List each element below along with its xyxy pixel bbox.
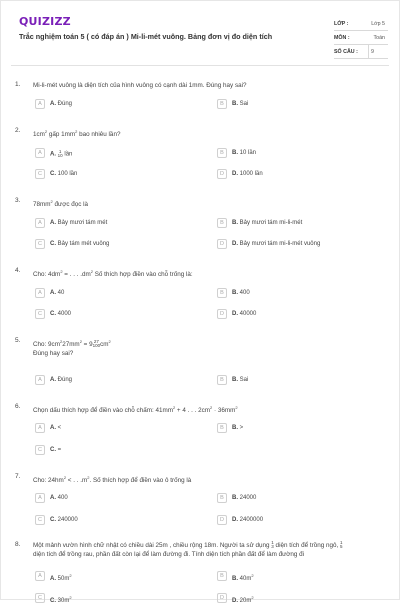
- q-text-part: 27mm: [62, 341, 80, 349]
- option-text: Bảy mươi tám mét: [57, 220, 108, 226]
- quizizz-logo: QUIZIZZ: [19, 15, 71, 28]
- option-letter: C: [35, 239, 45, 249]
- option-label: A.: [50, 220, 56, 226]
- q-text-part: bao nhiêu lần?: [77, 131, 121, 139]
- option-text: 50m: [57, 576, 70, 582]
- q-text-part: Cho: 24hm: [33, 477, 64, 485]
- question-number: 4.: [15, 267, 21, 274]
- frac-num: 1: [339, 540, 343, 546]
- question-number: 7.: [15, 473, 21, 480]
- option-text: Đúng: [57, 101, 73, 107]
- option-text: Sai: [239, 377, 249, 383]
- frac-den: 10: [57, 153, 63, 158]
- frac-den: 5: [339, 544, 343, 550]
- q-text-line2: diện tích để trồng rau, phần đất còn lại để làm đường đi. Tính diện tích phần đất để làm đường đi: [33, 551, 305, 558]
- option-text: 40: [57, 290, 65, 296]
- q-text-part: Cho: 9cm: [33, 341, 60, 349]
- option-letter: A: [35, 375, 45, 385]
- option-letter: C: [35, 515, 45, 525]
- frac-den: 3: [271, 544, 274, 550]
- question-text: [33, 473, 383, 485]
- header-divider: [11, 65, 389, 66]
- option-text: Bảy mươi tám mi-li-mét vuông: [239, 241, 321, 247]
- option-label: B.: [232, 220, 238, 226]
- q-sup: 2: [44, 129, 48, 134]
- option-text: Đúng: [57, 377, 73, 383]
- option-text: 40m: [239, 576, 252, 582]
- option-letter: C: [35, 593, 45, 603]
- worksheet-meta: [334, 17, 388, 59]
- question-text: [33, 267, 383, 279]
- option-label: C.: [50, 598, 56, 604]
- question-number: 3.: [15, 197, 21, 204]
- option-text: 24000: [239, 495, 257, 501]
- q-sup: 2: [90, 269, 93, 274]
- option-label: A.: [50, 425, 56, 431]
- option-label: D.: [232, 171, 238, 177]
- option-letter: B: [217, 571, 227, 581]
- q-sup: 2: [63, 475, 67, 480]
- option-label: B.: [232, 576, 238, 582]
- option-letter: B: [217, 493, 227, 503]
- question-number: 1.: [15, 81, 21, 88]
- option-label: A.: [50, 576, 56, 582]
- option-label: B.: [232, 101, 238, 107]
- option-text: 1000 lần: [239, 171, 263, 177]
- q-text-part: . Số thích hợp để điền vào ô trống là: [89, 477, 192, 485]
- option-letter: D: [217, 515, 227, 525]
- option-text: >: [239, 425, 244, 431]
- q-text-part: được đọc là: [52, 201, 89, 209]
- q-sup: 2: [172, 405, 176, 410]
- option-label: C.: [50, 241, 56, 247]
- option-letter: B: [217, 288, 227, 298]
- option-label: C.: [50, 517, 56, 523]
- question-number: 8.: [15, 541, 21, 548]
- option-letter: A: [35, 288, 45, 298]
- q-sup: 2: [79, 339, 82, 344]
- q-text-part: Cho: 4dm: [33, 271, 61, 279]
- option-letter: A: [35, 218, 45, 228]
- option-sup: 2: [69, 573, 72, 578]
- option-label: D.: [232, 517, 238, 523]
- option-letter: B: [217, 148, 227, 158]
- option-text: 2400000: [239, 517, 264, 523]
- q-sup: 2: [50, 199, 53, 204]
- option-text: 240000: [57, 517, 78, 523]
- option-text: 4000: [57, 311, 72, 317]
- q-text-part: · 36mm: [212, 407, 236, 415]
- frac-num: 1: [271, 540, 274, 546]
- option-label: A.: [50, 101, 56, 107]
- option-text: 400: [239, 290, 250, 296]
- q-fraction: [93, 340, 101, 348]
- q-sup: 2: [60, 269, 63, 274]
- option-text: =: [57, 447, 62, 453]
- option-text: Bảy tám mét vuông: [57, 241, 110, 247]
- option-letter: B: [217, 375, 227, 385]
- q-text-part: = 9: [81, 341, 93, 349]
- question-text: [33, 403, 383, 415]
- option-text: 20m: [239, 598, 252, 604]
- option-label: D.: [232, 241, 238, 247]
- option-label: C.: [50, 171, 56, 177]
- q-text-part: cm: [100, 341, 109, 349]
- option-label: B.: [232, 495, 238, 501]
- option-letter: D: [217, 169, 227, 179]
- q-text-part: diện tích để trồng ngô,: [273, 542, 340, 549]
- option-label: B.: [232, 425, 238, 431]
- option-label: B.: [232, 290, 238, 296]
- option-label: B.: [232, 150, 238, 156]
- frac-num: 27: [93, 339, 99, 345]
- meta-subject-key: MÔN :: [334, 35, 350, 41]
- question-number: 5.: [15, 337, 21, 344]
- meta-count-key: SỐ CÂU :: [334, 49, 358, 55]
- q-text-part: Một mảnh vườn hình chữ nhật có chiều dài 25m , chiều rộng 18m. Người ta sử dụng: [33, 542, 272, 549]
- option-text: Sai: [239, 101, 249, 107]
- q-sup: 2: [87, 475, 90, 480]
- q-text-line2: Đúng hay sai?: [33, 350, 74, 358]
- option-text: 30m: [57, 598, 70, 604]
- q-sup: 2: [210, 405, 213, 410]
- q-sup: 2: [75, 129, 78, 134]
- question-number: 6.: [15, 403, 21, 410]
- option-label: A.: [50, 290, 56, 296]
- question-text: [33, 337, 383, 358]
- option-text: 100 lần: [57, 171, 78, 177]
- meta-subject: [334, 31, 388, 45]
- option-label: D.: [232, 311, 238, 317]
- q-fraction: [340, 541, 343, 549]
- option-letter: A: [35, 493, 45, 503]
- option-text: 10 lần: [239, 150, 257, 156]
- worksheet-title: Trắc nghiệm toán 5 ( có đáp án ) Mi-li-mét vuông. Bảng đơn vị đo diện tích: [19, 32, 273, 41]
- option-letter: C: [35, 445, 45, 455]
- question-text: Mi-li-mét vuông là diện tích của hình vuông có cạnh dài 1mm. Đúng hay sai?: [33, 82, 247, 89]
- option-letter: C: [35, 309, 45, 319]
- option-label: C.: [50, 447, 56, 453]
- question-text: [33, 127, 383, 139]
- option-label: D.: [232, 598, 238, 604]
- option-letter: B: [217, 423, 227, 433]
- meta-subject-value: Toán: [373, 35, 385, 41]
- option-letter: B: [217, 218, 227, 228]
- q-sup: 2: [235, 405, 238, 410]
- question-text: [33, 197, 383, 209]
- q-text-part: Chọn dấu thích hợp để điền vào chỗ chấm: 41mm: [33, 407, 173, 415]
- option-sup: 2: [251, 573, 254, 578]
- option-letter: A: [35, 148, 45, 158]
- option-text: 40000: [239, 311, 257, 317]
- option-letter: D: [217, 239, 227, 249]
- question-number: 2.: [15, 127, 21, 134]
- meta-grade-key: LỚP :: [334, 21, 349, 27]
- q-sup: 2: [108, 339, 111, 344]
- meta-count: [334, 45, 388, 59]
- q-text-part: < . . .m: [66, 477, 88, 485]
- option-text: Bảy mươi tám mi-li-mét: [239, 220, 303, 226]
- option-letter: A: [35, 99, 45, 109]
- option-text: lần: [62, 151, 73, 158]
- option-letter: D: [217, 309, 227, 319]
- option-label: A.: [50, 151, 56, 158]
- option-label: C.: [50, 311, 56, 317]
- q-text-part: gấp 1mm: [47, 131, 76, 139]
- option-label: A.: [50, 377, 56, 383]
- frac-den: 100: [92, 343, 101, 349]
- q-text-part: + 4 . . . 2cm: [175, 407, 211, 415]
- option-letter: B: [217, 99, 227, 109]
- option-letter: A: [35, 423, 45, 433]
- meta-grade-value: Lớp 5: [371, 21, 385, 27]
- q-text-part: 1cm: [33, 131, 45, 139]
- q-sup: 2: [59, 339, 63, 344]
- option-letter: A: [35, 571, 45, 581]
- q-text-part: Số thích hợp điền vào chỗ trống là:: [92, 271, 193, 279]
- frac-num: 1: [58, 149, 62, 154]
- option-sup: 2: [251, 595, 254, 600]
- option-letter: D: [217, 593, 227, 603]
- q-text-part: = . . . .dm: [62, 271, 91, 279]
- option-label: B.: [232, 377, 238, 383]
- option-sup: 2: [69, 595, 72, 600]
- option-text: <: [57, 425, 62, 431]
- option-text: 400: [57, 495, 68, 501]
- q-text-part: 78mm: [33, 201, 51, 209]
- option-letter: C: [35, 169, 45, 179]
- option-label: A.: [50, 495, 56, 501]
- meta-grade: [334, 17, 388, 31]
- question-text: [33, 541, 383, 559]
- meta-count-value: 9: [368, 45, 388, 58]
